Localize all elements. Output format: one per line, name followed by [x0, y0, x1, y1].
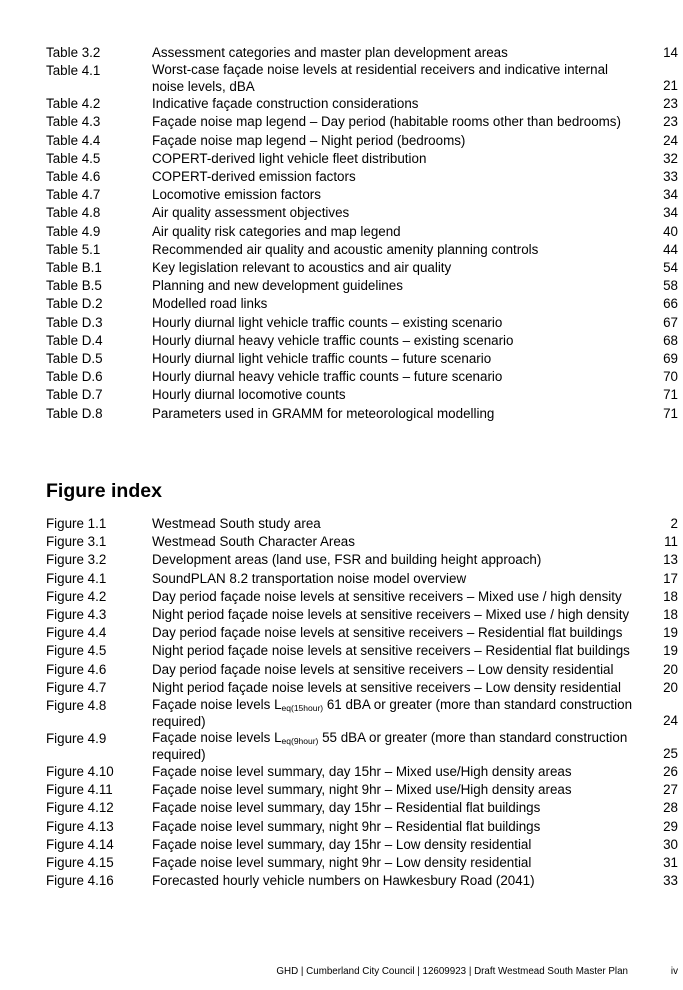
list-item — [46, 113, 678, 131]
entry-title-text: 55 dBA or greater (more than standard construction required) — [152, 730, 628, 762]
entry-title: Planning and new development guidelines — [152, 278, 403, 294]
list-item — [46, 642, 678, 660]
entry-page: 23 — [663, 114, 678, 130]
figure-index-heading: Figure index — [46, 480, 162, 502]
entry-page: 26 — [663, 764, 678, 780]
entry-title: Forecasted hourly vehicle numbers on Hawkesbury Road (2041) — [152, 873, 535, 889]
entry-page: 40 — [663, 223, 678, 239]
entry-page: 54 — [663, 260, 678, 276]
list-item — [46, 533, 678, 551]
entry-label: Table D.8 — [46, 405, 103, 421]
entry-page: 23 — [663, 96, 678, 112]
entry-label: Figure 4.2 — [46, 588, 107, 604]
entry-page: 67 — [663, 314, 678, 330]
list-item — [46, 386, 678, 404]
entry-label: Figure 4.12 — [46, 800, 114, 816]
entry-label: Table 4.2 — [46, 96, 101, 112]
table-list — [46, 44, 678, 423]
entry-page: 18 — [663, 588, 678, 604]
entry-title: Recommended air quality and acoustic amenity planning controls — [152, 241, 539, 257]
entry-title-text: 61 dBA or greater (more than standard construction required) — [152, 697, 633, 729]
entry-title: Façade noise level summary, night 9hr – Residential flat buildings — [152, 818, 541, 834]
entry-label: Table 4.6 — [46, 169, 101, 185]
entry-page: 24 — [663, 712, 678, 728]
list-item — [46, 241, 678, 259]
entry-title: Façade noise map legend – Day period (habitable rooms other than bedrooms) — [152, 114, 621, 130]
entry-title: Hourly diurnal light vehicle traffic counts – future scenario — [152, 351, 492, 367]
list-item — [46, 606, 678, 624]
entry-page: 11 — [664, 534, 678, 550]
list-item — [46, 186, 678, 204]
entry-title: Hourly diurnal heavy vehicle traffic counts – existing scenario — [152, 332, 514, 348]
entry-title: Façade noise level summary, night 9hr – Mixed use/High density areas — [152, 782, 572, 798]
entry-title: Hourly diurnal light vehicle traffic counts – existing scenario — [152, 314, 503, 330]
entry-page: 20 — [663, 679, 678, 695]
list-item — [46, 551, 678, 569]
list-item — [46, 818, 678, 836]
list-item — [46, 259, 678, 277]
list-item — [46, 277, 678, 295]
entry-label: Table 4.7 — [46, 187, 101, 203]
figure-list — [46, 515, 678, 890]
list-item — [46, 204, 678, 222]
entry-title: Façade noise level summary, day 15hr – Low density residential — [152, 836, 532, 852]
entry-title: Key legislation relevant to acoustics and air quality — [152, 260, 452, 276]
entry-page: 21 — [663, 78, 678, 93]
entry-page: 14 — [663, 45, 678, 60]
list-item — [46, 350, 678, 368]
list-item — [46, 314, 678, 332]
entry-label: Figure 4.9 — [46, 731, 107, 747]
entry-title-text: Façade noise levels L — [152, 697, 282, 713]
list-item — [46, 624, 678, 642]
list-item — [46, 781, 678, 799]
entry-label: Table D.2 — [46, 296, 103, 312]
entry-title: Façade noise map legend – Night period (bedrooms) — [152, 132, 466, 148]
entry-title: Air quality assessment objectives — [152, 205, 350, 221]
entry-label: Table D.6 — [46, 369, 103, 385]
entry-page: 19 — [663, 625, 678, 641]
entry-title: Indicative façade construction considerations — [152, 96, 419, 112]
entry-label: Table B.5 — [46, 278, 102, 294]
entry-page: 27 — [663, 782, 678, 798]
list-item — [46, 515, 678, 533]
entry-title — [152, 697, 644, 730]
entry-label: Table B.1 — [46, 260, 102, 276]
entry-label: Table 4.1 — [46, 63, 101, 79]
entry-label: Table D.7 — [46, 387, 103, 403]
entry-label: Figure 4.14 — [46, 836, 114, 852]
list-item — [46, 679, 678, 697]
entry-title: Day period façade noise levels at sensitive receivers – Residential flat buildings — [152, 625, 623, 641]
entry-title: SoundPLAN 8.2 transportation noise model overview — [152, 570, 467, 586]
entry-title: Façade noise level summary, day 15hr – Mixed use/High density areas — [152, 764, 572, 780]
entry-title: COPERT-derived light vehicle fleet distribution — [152, 150, 427, 166]
entry-title: Assessment categories and master plan development areas — [152, 45, 508, 60]
entry-title: Locomotive emission factors — [152, 187, 321, 203]
entry-title: Modelled road links — [152, 296, 268, 312]
entry-title-text: Façade noise levels L — [152, 730, 282, 746]
entry-label: Figure 1.1 — [46, 516, 107, 531]
entry-title-subscript: eq(15hour) — [281, 703, 324, 714]
entry-page: 13 — [663, 552, 678, 568]
entry-title: Hourly diurnal locomotive counts — [152, 387, 346, 403]
entry-label: Table 4.3 — [46, 114, 101, 130]
entry-title: Façade noise level summary, night 9hr – Low density residential — [152, 855, 532, 871]
list-item — [46, 588, 678, 606]
entry-page: 32 — [663, 150, 678, 166]
entry-page: 44 — [663, 241, 678, 257]
entry-label: Figure 4.6 — [46, 661, 107, 677]
footer-page-number: iv — [670, 966, 678, 977]
entry-page: 29 — [663, 818, 678, 834]
list-item — [46, 405, 678, 423]
list-item — [46, 223, 678, 241]
entry-title: COPERT-derived emission factors — [152, 169, 356, 185]
footer-text: GHD | Cumberland City Council | 12609923 | Draft Westmead South Master Plan — [276, 966, 628, 977]
entry-label: Table D.3 — [46, 314, 103, 330]
entry-title: Development areas (land use, FSR and building height approach) — [152, 552, 542, 568]
entry-label: Figure 4.10 — [46, 764, 114, 780]
entry-page: 31 — [663, 855, 678, 871]
entry-title-subscript: eq(9hour) — [281, 736, 319, 747]
list-item — [46, 836, 678, 854]
entry-page: 33 — [663, 169, 678, 185]
entry-label: Figure 4.7 — [46, 679, 107, 695]
entry-label: Figure 4.4 — [46, 625, 107, 641]
list-item — [46, 697, 678, 730]
list-item — [46, 295, 678, 313]
entry-title: Westmead South Character Areas — [152, 534, 355, 550]
list-item — [46, 570, 678, 588]
list-item — [46, 332, 678, 350]
entry-title: Night period façade noise levels at sensitive receivers – Low density residential — [152, 679, 621, 695]
entry-title: Façade noise level summary, day 15hr – Residential flat buildings — [152, 800, 541, 816]
entry-title: Day period façade noise levels at sensitive receivers – Low density residential — [152, 661, 614, 677]
entry-page: 17 — [663, 570, 678, 586]
entry-page: 30 — [663, 836, 678, 852]
list-item — [46, 44, 678, 62]
entry-page: 18 — [663, 607, 678, 623]
entry-label: Figure 3.1 — [46, 534, 107, 550]
list-item — [46, 368, 678, 386]
list-item — [46, 730, 678, 763]
list-item — [46, 150, 678, 168]
entry-page: 69 — [663, 351, 678, 367]
entry-label: Figure 4.1 — [46, 570, 107, 586]
list-item — [46, 661, 678, 679]
list-item — [46, 854, 678, 872]
entry-label: Table 3.2 — [46, 45, 101, 60]
entry-page: 71 — [663, 405, 678, 421]
entry-page: 70 — [663, 369, 678, 385]
entry-page: 34 — [663, 187, 678, 203]
entry-title: Air quality risk categories and map legend — [152, 223, 401, 239]
entry-label: Figure 3.2 — [46, 552, 107, 568]
entry-label: Figure 4.11 — [46, 782, 113, 798]
entry-label: Table 5.1 — [46, 241, 101, 257]
entry-label: Table 4.8 — [46, 205, 101, 221]
list-item — [46, 872, 678, 890]
entry-page: 20 — [663, 661, 678, 677]
entry-title: Westmead South study area — [152, 516, 321, 531]
entry-page: 28 — [663, 800, 678, 816]
list-item — [46, 799, 678, 817]
entry-title: Night period façade noise levels at sensitive receivers – Residential flat buildings — [152, 643, 630, 659]
entry-title: Night period façade noise levels at sensitive receivers – Mixed use / high density — [152, 607, 630, 623]
entry-page: 24 — [663, 132, 678, 148]
entry-page: 25 — [663, 745, 678, 761]
entry-page: 68 — [663, 332, 678, 348]
entry-page: 71 — [663, 387, 678, 403]
list-item — [46, 95, 678, 113]
list-item — [46, 168, 678, 186]
entry-label: Table 4.5 — [46, 150, 101, 166]
entry-label: Table D.5 — [46, 351, 103, 367]
entry-title: Hourly diurnal heavy vehicle traffic counts – future scenario — [152, 369, 503, 385]
entry-page: 19 — [663, 643, 678, 659]
entry-page: 58 — [663, 278, 678, 294]
entry-title: Day period façade noise levels at sensitive receivers – Mixed use / high density — [152, 588, 622, 604]
entry-label: Figure 4.3 — [46, 607, 107, 623]
entry-label: Figure 4.8 — [46, 698, 107, 714]
entry-page: 33 — [663, 873, 678, 889]
entry-label: Table 4.9 — [46, 223, 101, 239]
list-item — [46, 763, 678, 781]
entry-title — [152, 730, 644, 763]
entry-label: Table 4.4 — [46, 132, 101, 148]
entry-label: Figure 4.5 — [46, 643, 107, 659]
list-item — [46, 132, 678, 150]
entry-label: Figure 4.16 — [46, 873, 114, 889]
entry-label: Figure 4.15 — [46, 855, 114, 871]
entry-title: Worst-case façade noise levels at residential receivers and indicative internal noise levels, dBA — [152, 62, 609, 94]
entry-label: Figure 4.13 — [46, 818, 114, 834]
entry-label: Table D.4 — [46, 332, 103, 348]
entry-title: Parameters used in GRAMM for meteorological modelling — [152, 405, 495, 421]
entry-page: 34 — [663, 205, 678, 221]
entry-page: 66 — [663, 296, 678, 312]
list-item — [46, 62, 678, 95]
entry-page: 2 — [670, 516, 678, 531]
